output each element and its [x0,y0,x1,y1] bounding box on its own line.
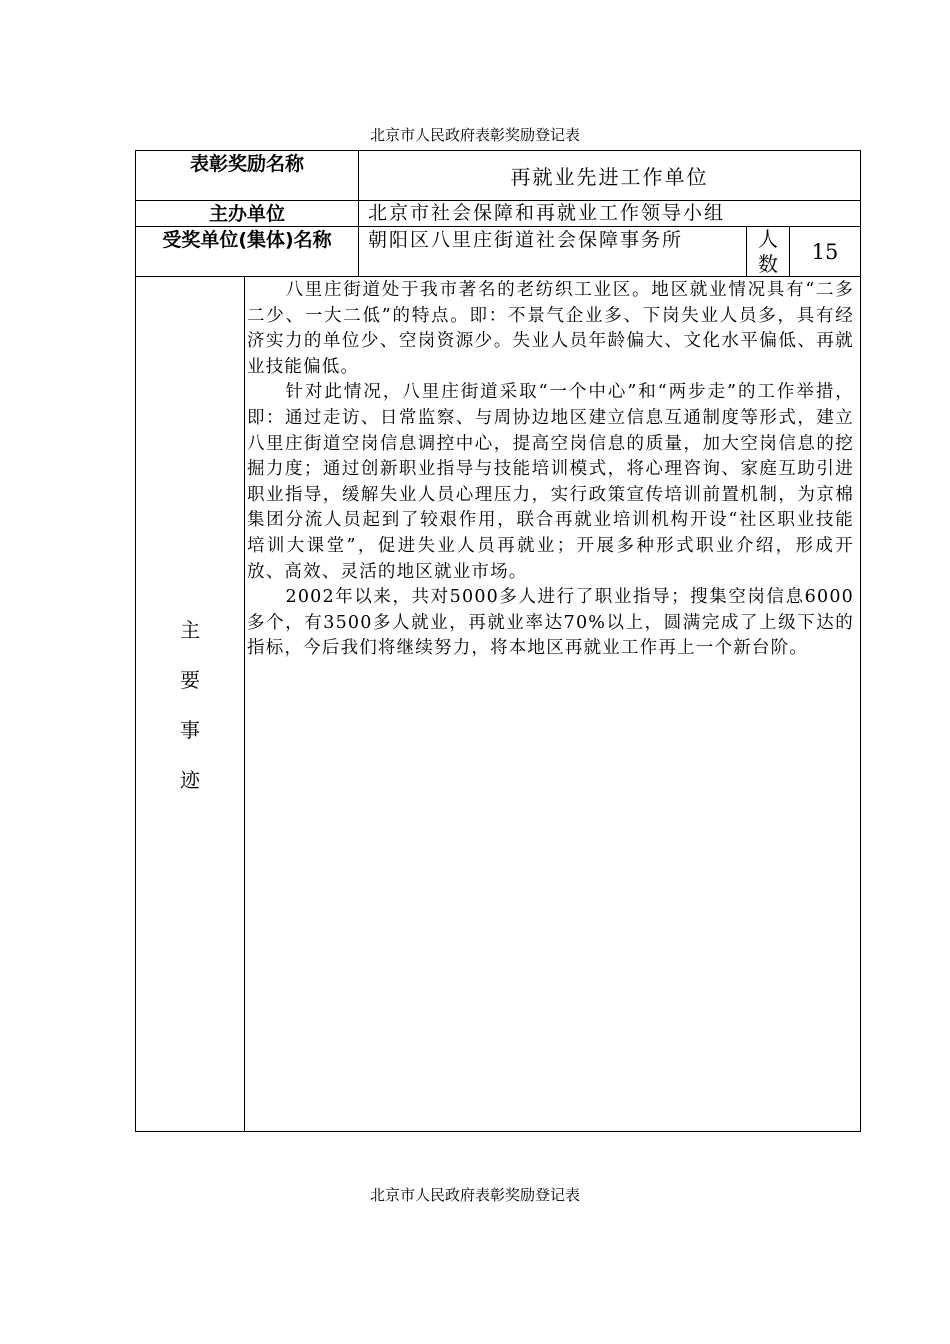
headcount-label-char: 数 [758,252,778,276]
deeds-label-char: 迹 [180,768,200,792]
deeds-paragraph: 针对此情况，八里庄街道采取“一个中心”和“两步走”的工作举措，即：通过走访、日常监察、与周协边地区建立信息互通制度等形式，建立八里庄街道空岗信息调控中心，提高空岗信息的质量，加大空岗信息的挖掘力度；通过创新职业指导与技能培训模式，将心理咨询、家庭互助引进职业指导，缓解失业人员心理压力，实行政策宣传培训前置机制，为京棉集团分流人员起到了较艰作用，联合再就业培训机构开设“社区职业技能培训大课堂”，促进失业人员再就业；开展多种形式职业介绍，形成开放、高效、灵活的地区就业市场。 [247,382,854,582]
headcount-label [747,227,789,276]
headcount-label-char: 人 [758,227,778,251]
organizer-value: 北京市社会保障和再就业工作领导小组 [368,202,726,224]
deeds-label-char: 事 [180,718,200,742]
page-header-title: 北京市人民政府表彰奖励登记表 [369,126,580,144]
deeds-label-char: 主 [180,618,200,642]
deeds-text [247,278,854,1128]
column-divider [244,276,245,1132]
award-name-label: 表彰奖励名称 [189,153,304,175]
deeds-paragraph: 八里庄街道处于我市著名的老纺织工业区。地区就业情况具有“二多二少、一大二低”的特点。即：不景气企业多、下岗失业人员多，具有经济实力的单位少、空岗资源少。失业人员年龄偏大、文化水平偏低、再就业技能偏低。 [247,280,854,377]
organizer-label: 主办单位 [208,203,285,225]
deeds-label-char: 要 [180,668,200,692]
headcount-value: 15 [811,240,839,264]
recipient-value: 朝阳区八里庄街道社会保障事务所 [368,229,684,251]
award-name-value: 再就业先进工作单位 [510,165,709,189]
recipient-label: 受奖单位(集体)名称 [162,229,332,251]
deeds-label [136,605,244,805]
deeds-paragraph: 2002年以来，共对5000多人进行了职业指导；搜集空岗信息6000多个，有3500多人就业，再就业率达70%以上，圆满完成了上级下达的指标，今后我们将继续努力，将本地区再就业工作再上一个新台阶。 [247,587,854,659]
page-footer-title: 北京市人民政府表彰奖励登记表 [369,1186,580,1204]
registration-form [135,150,861,1132]
